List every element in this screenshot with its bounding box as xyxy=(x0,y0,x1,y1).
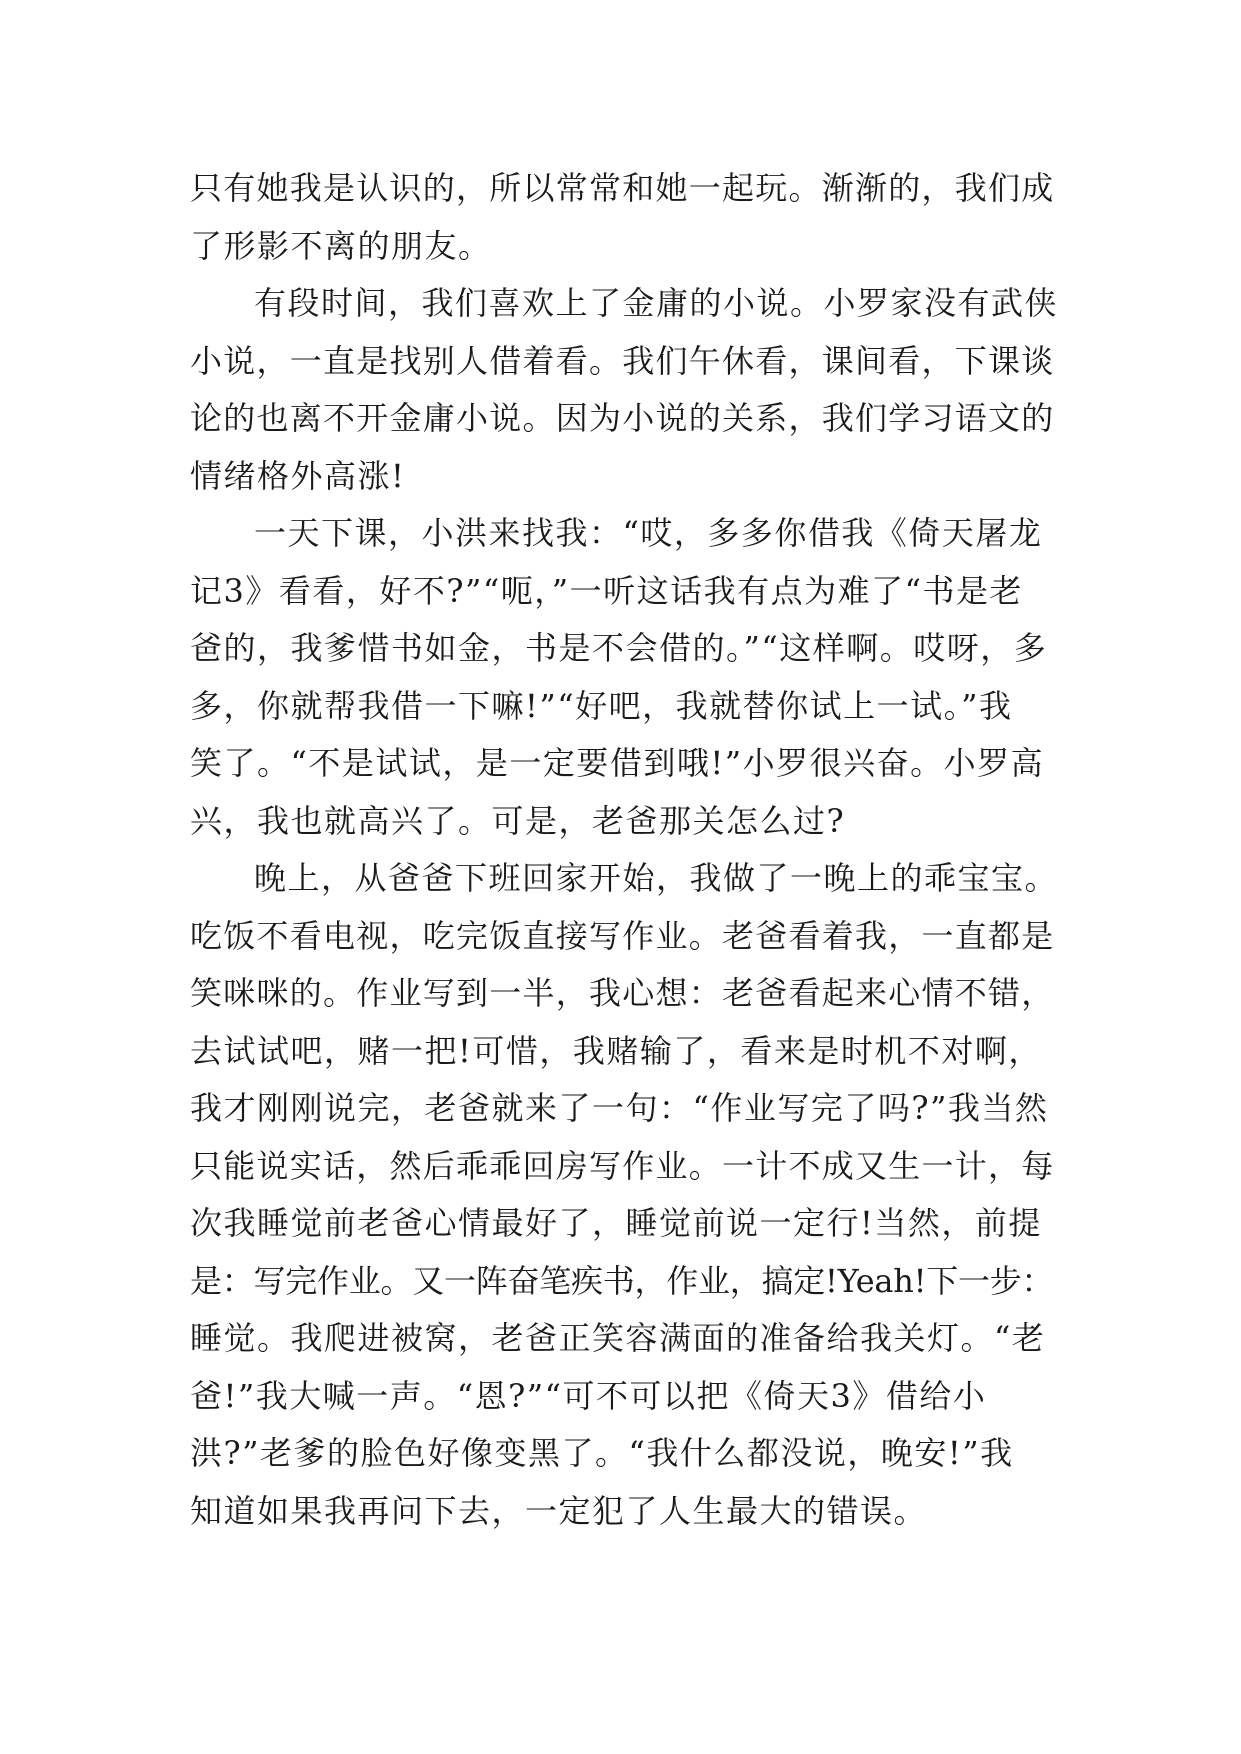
text-line: 爸的，我爹惜书如金，书是不会借的。”“这样啊。哎呀，多 xyxy=(190,629,1048,667)
text-line: 只能说实话，然后乖乖回房写作业。一计不成又生一计，每 xyxy=(190,1146,1055,1185)
text-line: 去试试吧，赌一把!可惜，我赌输了，看来是时机不对啊， xyxy=(190,1031,1042,1070)
text-line: 小说，一直是找别人借着看。我们午休看，课间看，下课谈 xyxy=(190,341,1055,380)
paragraph-start-line: 有段时间，我们喜欢上了金庸的小说。小罗家没有武侠 xyxy=(254,284,1059,322)
text-line: 次我睡觉前老爸心情最好了，睡觉前说一定行!当然，前提 xyxy=(190,1204,1042,1242)
text-line: 爸!”我大喊一声。“恩?”“可不可以把《倚天3》借给小 xyxy=(190,1376,987,1415)
text-line: 论的也离不开金庸小说。因为小说的关系，我们学习语文的 xyxy=(190,399,1055,437)
paragraph-start-line: 晚上，从爸爸下班回家开始，我做了一晚上的乖宝宝。 xyxy=(254,859,1059,897)
text-line: 笑咪咪的。作业写到一半，我心想：老爸看起来心情不错， xyxy=(190,974,1055,1012)
text-line: 笑了。“不是试试，是一定要借到哦!”小罗很兴奋。小罗高 xyxy=(190,744,1045,782)
text-line: 我才刚刚说完，老爸就来了一句：“作业写完了吗?”我当然 xyxy=(190,1089,1049,1127)
text-line: 是：写完作业。又一阵奋笔疾书，作业，搞定!Yeah!下一步： xyxy=(190,1261,1054,1300)
text-line: 了形影不离的朋友。 xyxy=(190,226,492,265)
text-line: 洪?”老爹的脸色好像变黑了。“我什么都没说，晚安!”我 xyxy=(190,1434,1014,1472)
paragraph-start-line: 一天下课，小洪来找我：“哎，多多你借我《倚天屠龙 xyxy=(254,514,1043,552)
text-line: 兴，我也就高兴了。可是，老爸那关怎么过? xyxy=(190,801,846,840)
text-line: 知道如果我再问下去，一定犯了人生最大的错误。 xyxy=(190,1491,928,1530)
text-line: 吃饭不看电视，吃完饭直接写作业。老爸看着我，一直都是 xyxy=(190,916,1055,955)
text-line: 记3》看看，好不?”“呃，”一听这话我有点为难了“书是老 xyxy=(190,571,1023,610)
text-line: 睡觉。我爬进被窝，老爸正笑容满面的准备给我关灯。“老 xyxy=(190,1319,1046,1357)
text-line: 多，你就帮我借一下嘛!”“好吧，我就替你试上一试。”我 xyxy=(190,686,1013,725)
text-line: 情绪格外高涨! xyxy=(190,456,406,495)
text-line: 只有她我是认识的，所以常常和她一起玩。渐渐的，我们成 xyxy=(190,169,1055,207)
document-body xyxy=(190,160,1060,1540)
